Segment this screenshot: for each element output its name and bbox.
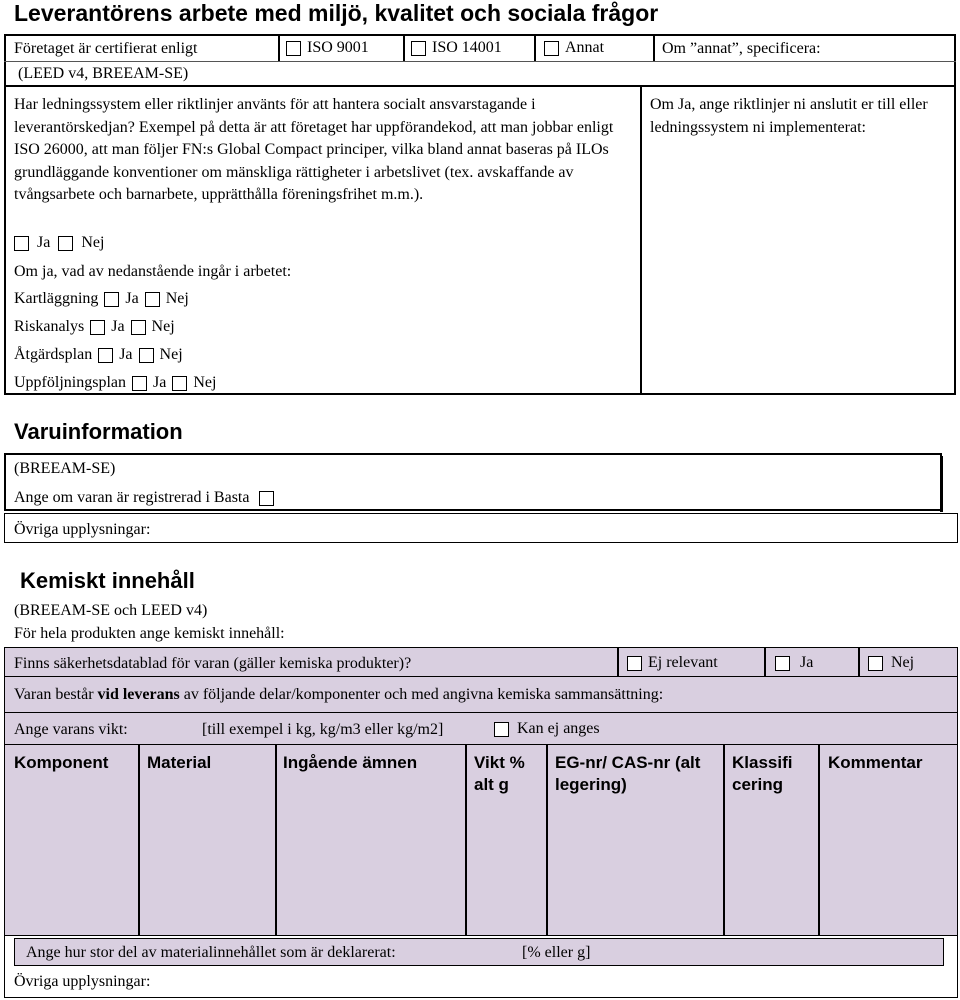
uppfoljningsplan-yes-checkbox[interactable] (132, 376, 147, 391)
item-label: Kartläggning (14, 290, 99, 307)
yes-label: Ja (111, 318, 125, 335)
riskanalys-yes-checkbox[interactable] (90, 320, 105, 335)
col-vikt: Vikt % alt g (474, 753, 525, 794)
sds-yes-checkbox[interactable] (775, 656, 790, 671)
sds-yes-label: Ja (800, 654, 814, 671)
riskanalys-no-checkbox[interactable] (131, 320, 146, 335)
declared-unit: [% eller g] (522, 944, 591, 961)
annat-label: Annat (565, 39, 605, 56)
col-kommentar: Kommentar (828, 753, 923, 772)
social-no-checkbox[interactable] (58, 236, 73, 251)
specify-label: Om ”annat”, specificera: (662, 40, 821, 57)
varuinformation-heading: Varuinformation (14, 419, 183, 444)
weight-label: Ange varans vikt: (14, 721, 128, 738)
sds-question: Finns säkerhetsdatablad för varan (gäller kemiska produkter)? (14, 655, 412, 672)
cannot-state-label: Kan ej anges (517, 720, 600, 737)
social-yes-label: Ja (37, 234, 51, 251)
yes-label: Ja (153, 374, 167, 391)
certification-note: (LEED v4, BREEAM-SE) (18, 65, 189, 82)
varu-other-label: Övriga upplysningar: (14, 521, 151, 538)
basta-checkbox[interactable] (259, 491, 274, 506)
kemiskt-note: (BREEAM-SE och LEED v4) (14, 602, 208, 619)
varuinformation-note: (BREEAM-SE) (14, 460, 116, 477)
kartlaggning-yes-checkbox[interactable] (104, 292, 119, 307)
social-no-label: Nej (81, 234, 105, 251)
yes-label: Ja (119, 346, 133, 363)
ej-relevant-label: Ej relevant (648, 654, 718, 671)
social-question: Om ja, vad av nedanstående ingår i arbetet: (14, 263, 292, 280)
annat-checkbox[interactable] (544, 41, 559, 56)
col-eg-cas: EG-nr/ CAS-nr (alt legering) (555, 753, 701, 794)
weight-row (4, 713, 958, 745)
no-label: Nej (193, 374, 217, 391)
declared-label: Ange hur stor del av materialinnehållet som är deklarerat: (26, 944, 396, 961)
no-label: Nej (165, 290, 189, 307)
iso14001-label: ISO 14001 (432, 39, 502, 56)
sds-no-checkbox[interactable] (868, 656, 883, 671)
kemiskt-heading: Kemiskt innehåll (20, 568, 195, 593)
weight-hint: [till exempel i kg, kg/m3 eller kg/m2] (202, 721, 444, 738)
atgardsplan-no-checkbox[interactable] (139, 348, 154, 363)
item-label: Åtgärdsplan (14, 346, 93, 363)
iso9001-checkbox[interactable] (286, 41, 301, 56)
col-ingaende-amnen: Ingående ämnen (283, 753, 418, 772)
item-label: Uppföljningsplan (14, 374, 126, 391)
no-label: Nej (151, 318, 175, 335)
guidelines-note: Om Ja, ange riktlinjer ni anslutit er till eller ledningssystem ni implementerat: (650, 96, 928, 136)
uppfoljningsplan-no-checkbox[interactable] (172, 376, 187, 391)
col-klassificering: Klassifi cering (732, 753, 793, 794)
ej-relevant-checkbox[interactable] (627, 656, 642, 671)
iso9001-label: ISO 9001 (307, 39, 369, 56)
item-uppfoljningsplan (14, 374, 216, 392)
composition-text: Varan består vid leverans av följande delar/komponenter och med angivna kemiska sammansättning: (14, 686, 664, 703)
sds-no-label: Nej (891, 654, 915, 671)
col-material: Material (147, 753, 212, 772)
cannot-state-checkbox[interactable] (494, 722, 509, 737)
basta-label: Ange om varan är registrerad i Basta (14, 489, 250, 506)
yes-label: Ja (125, 290, 139, 307)
social-paragraph: Har ledningssystem eller riktlinjer använts för att hantera socialt ansvarstagande i leverantörskedjan? Exempel på detta är att företaget har uppförandekod, att man jobbar enligt ISO 26000, att man följer FN:s Global Compact principer, vilka bland annat baseras på ILOs grundläggande konventioner om mänskliga rättigheter i arbetslivet (tex. avskaffande av tvångsarbete och barnarbete, upprätthålla föreningsfrihet m.m.). (14, 96, 614, 203)
iso14001-checkbox[interactable] (411, 41, 426, 56)
item-kartlaggning (14, 290, 189, 308)
col-komponent: Komponent (14, 753, 109, 772)
social-yes-checkbox[interactable] (14, 236, 29, 251)
page-title: Leverantörens arbete med miljö, kvalitet och sociala frågor (14, 0, 659, 26)
kemiskt-intro: För hela produkten ange kemiskt innehåll: (14, 625, 285, 642)
item-riskanalys (14, 318, 175, 336)
kem-other-label: Övriga upplysningar: (14, 973, 151, 990)
item-label: Riskanalys (14, 318, 85, 335)
atgardsplan-yes-checkbox[interactable] (98, 348, 113, 363)
no-label: Nej (159, 346, 183, 363)
certification-label: Företaget är certifierat enligt (14, 40, 198, 57)
kartlaggning-no-checkbox[interactable] (145, 292, 160, 307)
item-atgardsplan (14, 346, 183, 364)
